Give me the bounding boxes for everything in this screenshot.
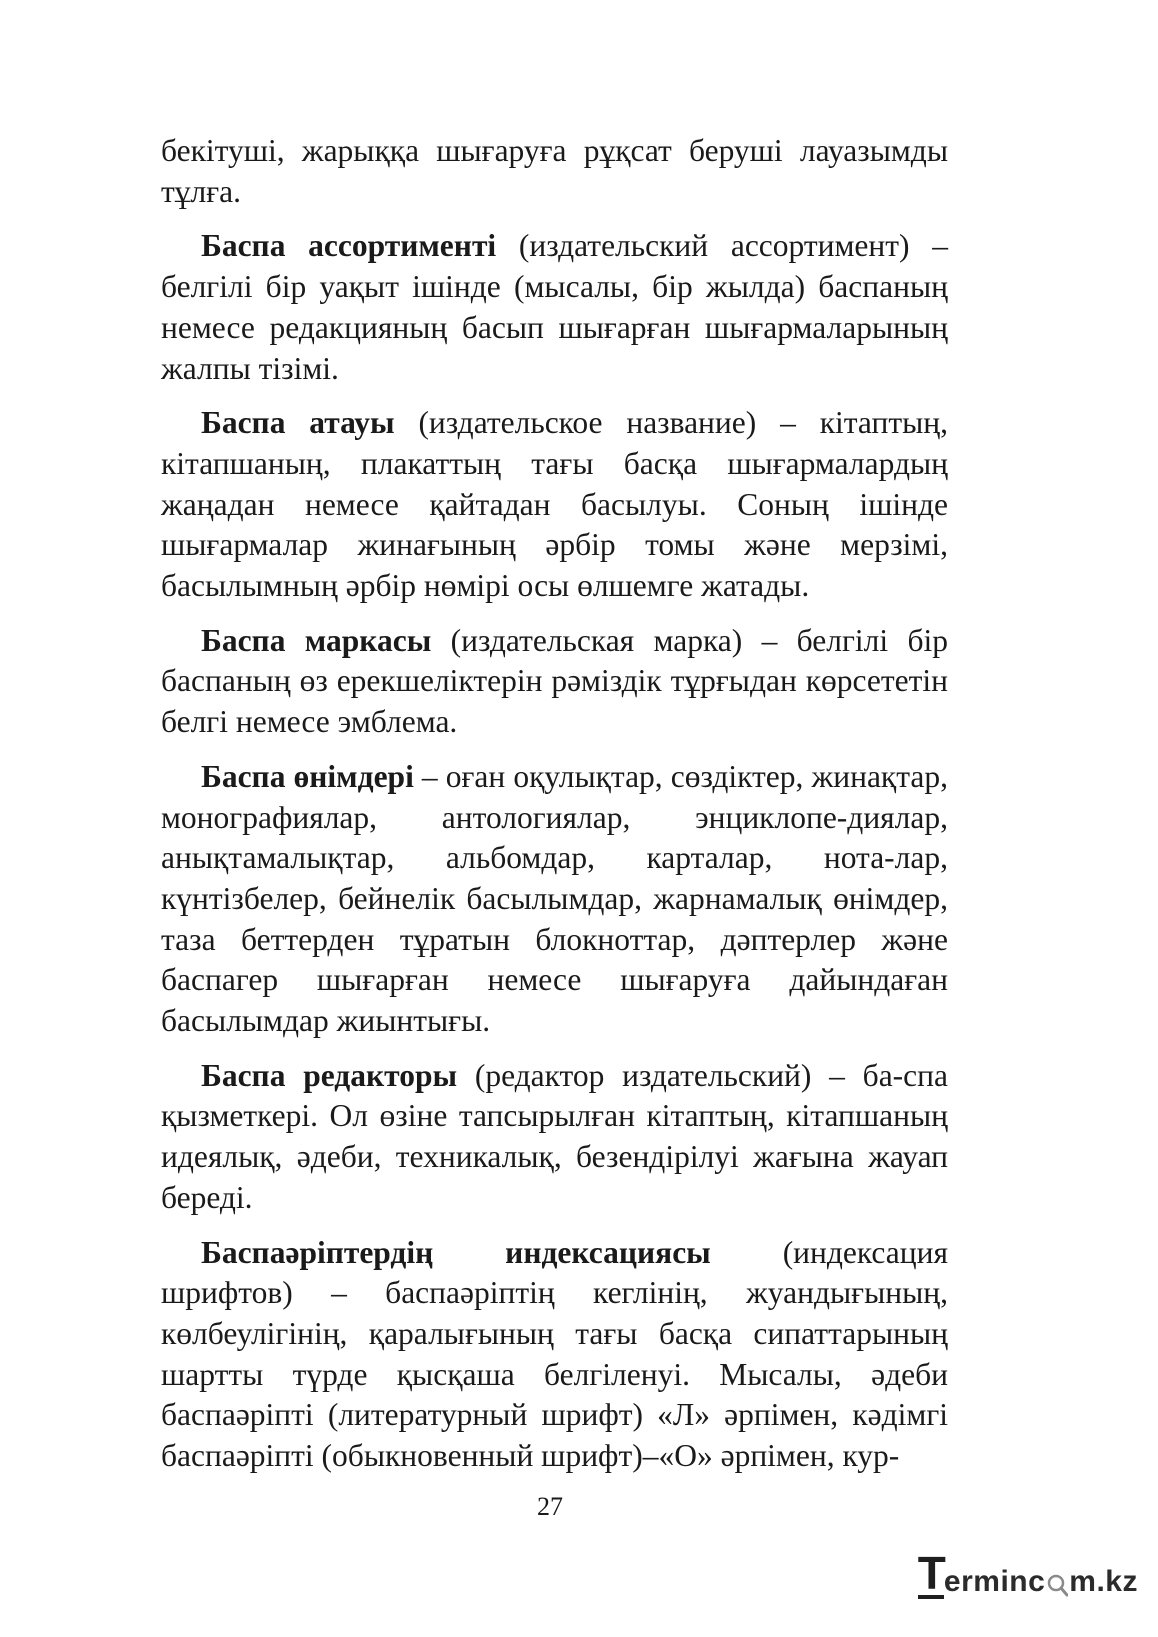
page-text [161,131,948,1491]
entry-baspaaripterdin-indeksaciyasy [161,1233,948,1477]
entry-term: Баспа ассортименті [201,228,497,264]
watermark-text-end: m.kz [1069,1565,1138,1598]
paragraph-body: бекітуші, жарыққа шығаруға рұқсат беруші лауазымды тұлға. [161,133,948,209]
entry-baspa-atauy [161,403,948,607]
page-number: 27 [537,1492,563,1521]
entry-baspa-markasy [161,621,948,743]
entry-definition: (издательская марка) – белгілі бір баспаның өз ерекшеліктерін рәміздік тұрғыдан көрсететін белгі немесе эмблема. [161,622,948,740]
termincom-watermark [917,1547,1138,1599]
entry-term: Баспаәріптердің индексациясы [201,1234,711,1270]
entry-definition: (издательский ассортимент) – белгілі бір уақыт ішінде (мысалы, бір жылда) баспаның немесе редакцияның басып шығарған шығармаларының жалпы тізімі. [161,228,948,386]
entry-term: Баспа атауы [201,405,395,441]
watermark-text-middle: erminc [943,1565,1046,1598]
entry-definition: – оған оқулықтар, сөздіктер, жинақтар, монографиялар, антологиялар, энциклопе-диялар, анықтамалықтар, альбомдар, карталар, нота-лар, күнтізбелер, бейнелік басылымдар, жарнамалық өнімдер, таза беттерден тұратын блокноттар, дәптерлер және баспагер шығарған немесе шығаруға дайындаған басылымдар жиынтығы. [161,758,948,1039]
entry-term: Баспа редакторы [201,1057,458,1093]
entry-baspa-assortimenti [161,226,948,389]
entry-baspa-onimderi [161,757,948,1042]
entry-definition: (редактор издательский) – ба-спа қызметкері. Ол өзіне тапсырылған кітаптың, кітапшаның идеялық, әдеби, техникалық, безендірілуі жағына жауап береді. [161,1057,948,1215]
entry-term: Баспа маркасы [201,622,432,658]
paragraph-continuation [161,131,948,212]
magnifier-icon [1046,1573,1068,1595]
watermark-first-letter: T [917,1547,944,1599]
entry-term: Баспа өнімдері [201,758,414,794]
entry-definition: (индексация шрифтов) – баспаәріптің кеглінің, жуандығының, көлбеулігінің, қаралығының тағы басқа сипаттарының шартты түрде қысқаша белгіленуі. Мысалы, әдеби баспаәріпті (литературный шрифт) «Л» әрпімен, кәдімгі баспаәріпті (обыкновенный шрифт)–«О» әрпімен, кур- [161,1234,948,1474]
entry-definition: (издательское название) – кітаптың, кітапшаның, плакаттың тағы басқа шығармалардың жаңадан немесе қайтадан басылуы. Соның ішінде шығармалар жинағының әрбір томы және мерзімі, басылымның әрбір нөмірі осы өлшемге жатады. [161,405,948,604]
entry-baspa-redaktory [161,1056,948,1219]
